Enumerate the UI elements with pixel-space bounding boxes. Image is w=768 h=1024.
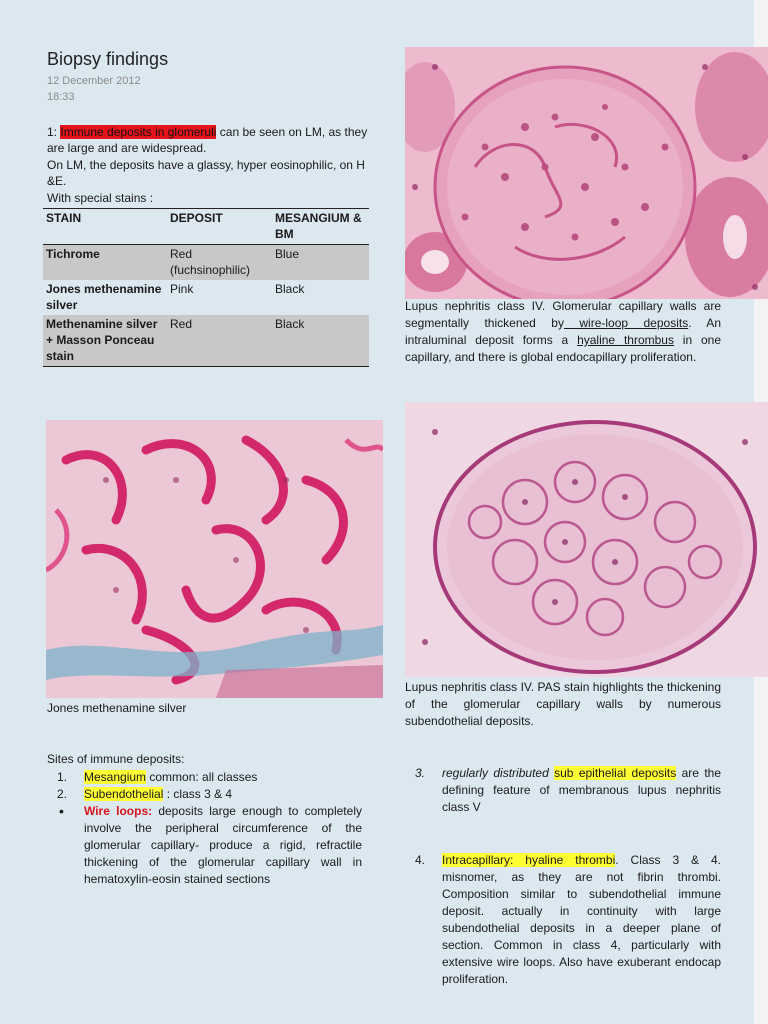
item-4 — [405, 852, 721, 988]
list-item — [405, 852, 721, 988]
cell-mesangium: Black — [275, 282, 305, 296]
sites-list — [47, 751, 362, 888]
header-deposit: DEPOSIT — [170, 211, 223, 225]
sub-epithelial-highlight: sub epithelial deposits — [554, 766, 677, 780]
micrograph-he-lupus-class-iv — [405, 47, 768, 299]
table-row — [43, 315, 369, 367]
intro-text: can be seen on LM, as they are large and are widespread. — [47, 125, 368, 155]
list-number: 2. — [57, 787, 68, 801]
cell-deposit: Red — [167, 315, 272, 367]
hyaline-thrombi-highlight: Intracapillary: hyaline thrombi — [442, 853, 616, 867]
list-number: 1. — [57, 770, 68, 784]
header-stain: STAIN — [46, 211, 82, 225]
intro-paragraph — [47, 124, 369, 156]
list-text: deposits large enough to completely involve the peripheral circumference of the glomerular capillary- produce a rigid, refractile thickening of the glomerular capillary wall in hematoxylin-eosin stained sections — [84, 804, 362, 886]
intro-line2: On LM, the deposits have a glassy, hyper eosinophilic, on H &E. — [47, 158, 365, 188]
cell-stain: Methenamine silver + Masson Ponceau stain — [43, 315, 167, 367]
caption-text: . An intraluminal deposit forms a — [405, 316, 721, 347]
micrograph-pas-stain — [405, 402, 768, 677]
micrograph-jones-methenamine-silver — [46, 420, 383, 698]
caption-lupus-class-iv-pas: Lupus nephritis class IV. PAS stain highlights the thickening of the glomerular capillary walls by numerous subendothelial deposits. — [405, 680, 721, 728]
hyaline-thrombus-term: hyaline thrombus — [577, 333, 674, 347]
list-item — [47, 786, 362, 803]
immune-deposits-highlight: Immune deposits in glomeruli — [60, 125, 217, 139]
list-item — [47, 769, 362, 786]
item-3 — [405, 765, 721, 816]
caption-jones: Jones methenamine silver — [47, 701, 187, 715]
list-text: . Class 3 & 4. misnomer, as they are not fibrin thrombi. Composition similar to subendothelial immune deposit. actually in continuity with large subendothelial deposits in a deeper plane of section. Common in class 4, particularly with extensive wire loops. Also have exuberant endocap proliferation. — [442, 853, 721, 986]
list-text: are the defining feature of membranous lupus nephritis class V — [442, 766, 721, 814]
caption-lupus-class-iv-he — [405, 298, 721, 366]
list-text: common: all classes — [146, 770, 258, 784]
header-mesangium: MESANGIUM & BM — [275, 211, 362, 241]
cell-stain: Jones methenamine silver — [46, 282, 162, 312]
caption-text: in one capillary, and there is global endocapillary proliferation. — [405, 333, 721, 364]
cell-mesangium: Blue — [272, 245, 369, 281]
list-text: : class 3 & 4 — [163, 787, 233, 801]
caption-text: Lupus nephritis class IV. Glomerular capillary walls are segmentally thickened by — [405, 299, 721, 330]
cell-mesangium: Black — [272, 315, 369, 367]
wire-loop-deposits-term: wire-loop deposits — [563, 316, 689, 330]
list-number: 4. — [415, 853, 426, 867]
table-row — [43, 280, 369, 315]
cell-deposit: Pink — [170, 282, 194, 296]
list-number: 3. — [415, 766, 426, 780]
sites-heading: Sites of immune deposits: — [47, 752, 185, 766]
list-item — [47, 803, 362, 888]
table-row — [43, 245, 369, 281]
table-header-row — [43, 209, 369, 245]
note-date: 12 December 2012 — [47, 75, 141, 87]
page-title: Biopsy findings — [47, 49, 169, 69]
cell-stain: Tichrome — [43, 245, 167, 281]
subendothelial-highlight: Subendothelial — [84, 787, 164, 801]
list-item — [405, 765, 721, 816]
list-text: regularly distributed — [442, 766, 555, 780]
intro-line3: With special stains : — [47, 191, 154, 205]
cell-deposit: Red (fuchsinophilic) — [167, 245, 272, 281]
note-time: 18:33 — [47, 91, 75, 103]
intro-number: 1: — [47, 125, 58, 139]
wire-loops-term: Wire loops: — [84, 804, 153, 818]
stain-table — [43, 208, 369, 367]
mesangium-highlight: Mesangium — [84, 770, 147, 784]
bullet-icon: • — [59, 803, 64, 819]
